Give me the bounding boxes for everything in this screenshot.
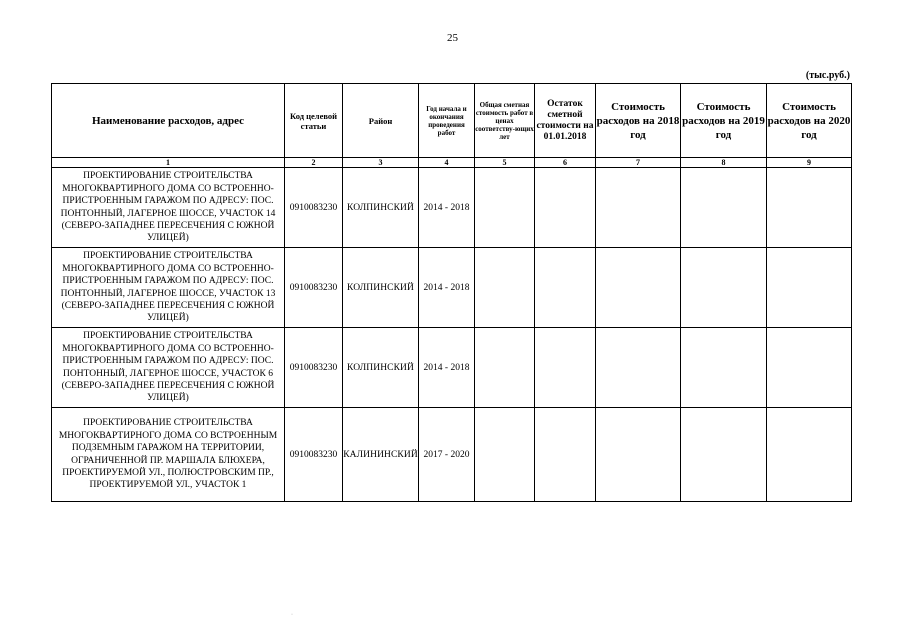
column-number: 5 (475, 158, 535, 168)
cost-2018 (596, 248, 681, 328)
column-number: 9 (767, 158, 852, 168)
cost-2020 (767, 408, 852, 502)
table-row (52, 248, 852, 328)
district: КОЛПИНСКИЙ (343, 328, 419, 408)
column-number: 8 (681, 158, 767, 168)
column-header-cost-2019: Стоимость расходов на 2019 год (681, 84, 767, 158)
column-header-cost-2018: Стоимость расходов на 2018 год (596, 84, 681, 158)
expense-name: ПРОЕКТИРОВАНИЕ СТРОИТЕЛЬСТВА МНОГОКВАРТИРНОГО ДОМА СО ВСТРОЕННО-ПРИСТРОЕННЫМ ГАРАЖОМ ПО АДРЕСУ: ПОС. ПОНТОННЫЙ, ЛАГЕРНОЕ ШОССЕ, УЧАСТОК 13 (СЕВЕРО-ЗАПАДНЕЕ ПЕРЕСЕЧЕНИЯ С ЮЖНОЙ УЛИЦЕЙ) (52, 248, 285, 328)
cost-2019 (681, 248, 767, 328)
column-header-code: Код целевой статьи (285, 84, 343, 158)
work-years: 2014 - 2018 (419, 168, 475, 248)
column-header-cost-2020: Стоимость расходов на 2020 год (767, 84, 852, 158)
column-header-name: Наименование расходов, адрес (52, 84, 285, 158)
budget-table (51, 83, 852, 502)
cost-2020 (767, 328, 852, 408)
target-code: 0910083230 (285, 248, 343, 328)
column-number: 3 (343, 158, 419, 168)
cost-2018 (596, 168, 681, 248)
table-row (52, 168, 852, 248)
cost-2019 (681, 408, 767, 502)
column-number-row (52, 158, 852, 168)
column-number: 2 (285, 158, 343, 168)
target-code: 0910083230 (285, 168, 343, 248)
column-number: 7 (596, 158, 681, 168)
remainder-cost (535, 328, 596, 408)
column-header-district: Район (343, 84, 419, 158)
column-header-remainder: Остаток сметной стоимости на 01.01.2018 (535, 84, 596, 158)
remainder-cost (535, 408, 596, 502)
total-cost (475, 248, 535, 328)
column-header-total-cost: Общая сметная стоимость работ в ценах соответству-ющих лет (475, 84, 535, 158)
cost-2019 (681, 168, 767, 248)
cost-2020 (767, 248, 852, 328)
cost-2019 (681, 328, 767, 408)
column-number: 4 (419, 158, 475, 168)
work-years: 2014 - 2018 (419, 248, 475, 328)
column-number: 1 (52, 158, 285, 168)
district: КАЛИНИНСКИЙ (343, 408, 419, 502)
cost-2018 (596, 408, 681, 502)
expense-name: ПРОЕКТИРОВАНИЕ СТРОИТЕЛЬСТВА МНОГОКВАРТИРНОГО ДОМА СО ВСТРОЕННО-ПРИСТРОЕННЫМ ГАРАЖОМ ПО АДРЕСУ: ПОС. ПОНТОННЫЙ, ЛАГЕРНОЕ ШОССЕ, УЧАСТОК 6 (СЕВЕРО-ЗАПАДНЕЕ ПЕРЕСЕЧЕНИЯ С ЮЖНОЙ УЛИЦЕЙ) (52, 328, 285, 408)
remainder-cost (535, 168, 596, 248)
cost-2020 (767, 168, 852, 248)
total-cost (475, 408, 535, 502)
remainder-cost (535, 248, 596, 328)
total-cost (475, 168, 535, 248)
table-row (52, 328, 852, 408)
target-code: 0910083230 (285, 328, 343, 408)
unit-label: (тыс.руб.) (805, 70, 850, 81)
total-cost (475, 328, 535, 408)
page-number: 25 (447, 32, 458, 44)
district: КОЛПИНСКИЙ (343, 168, 419, 248)
target-code: 0910083230 (285, 408, 343, 502)
column-number: 6 (535, 158, 596, 168)
scan-mark: · (291, 612, 293, 618)
table-row (52, 408, 852, 502)
column-header-years: Год начала и окончания проведения работ (419, 84, 475, 158)
expense-name: ПРОЕКТИРОВАНИЕ СТРОИТЕЛЬСТВА МНОГОКВАРТИРНОГО ДОМА СО ВСТРОЕННО-ПРИСТРОЕННЫМ ГАРАЖОМ ПО АДРЕСУ: ПОС. ПОНТОННЫЙ, ЛАГЕРНОЕ ШОССЕ, УЧАСТОК 14 (СЕВЕРО-ЗАПАДНЕЕ ПЕРЕСЕЧЕНИЯ С ЮЖНОЙ УЛИЦЕЙ) (52, 168, 285, 248)
cost-2018 (596, 328, 681, 408)
work-years: 2014 - 2018 (419, 328, 475, 408)
expense-name: ПРОЕКТИРОВАНИЕ СТРОИТЕЛЬСТВА МНОГОКВАРТИРНОГО ДОМА СО ВСТРОЕННЫМ ПОДЗЕМНЫМ ГАРАЖОМ НА ТЕРРИТОРИИ, ОГРАНИЧЕННОЙ ПР. МАРШАЛА БЛЮХЕРА, ПРОЕКТИРУЕМОЙ УЛ., ПОЛЮСТРОВСКИМ ПР., ПРОЕКТИРУЕМОЙ УЛ., УЧАСТОК 1 (52, 408, 285, 502)
table-header-row (52, 84, 852, 158)
work-years: 2017 - 2020 (419, 408, 475, 502)
district: КОЛПИНСКИЙ (343, 248, 419, 328)
